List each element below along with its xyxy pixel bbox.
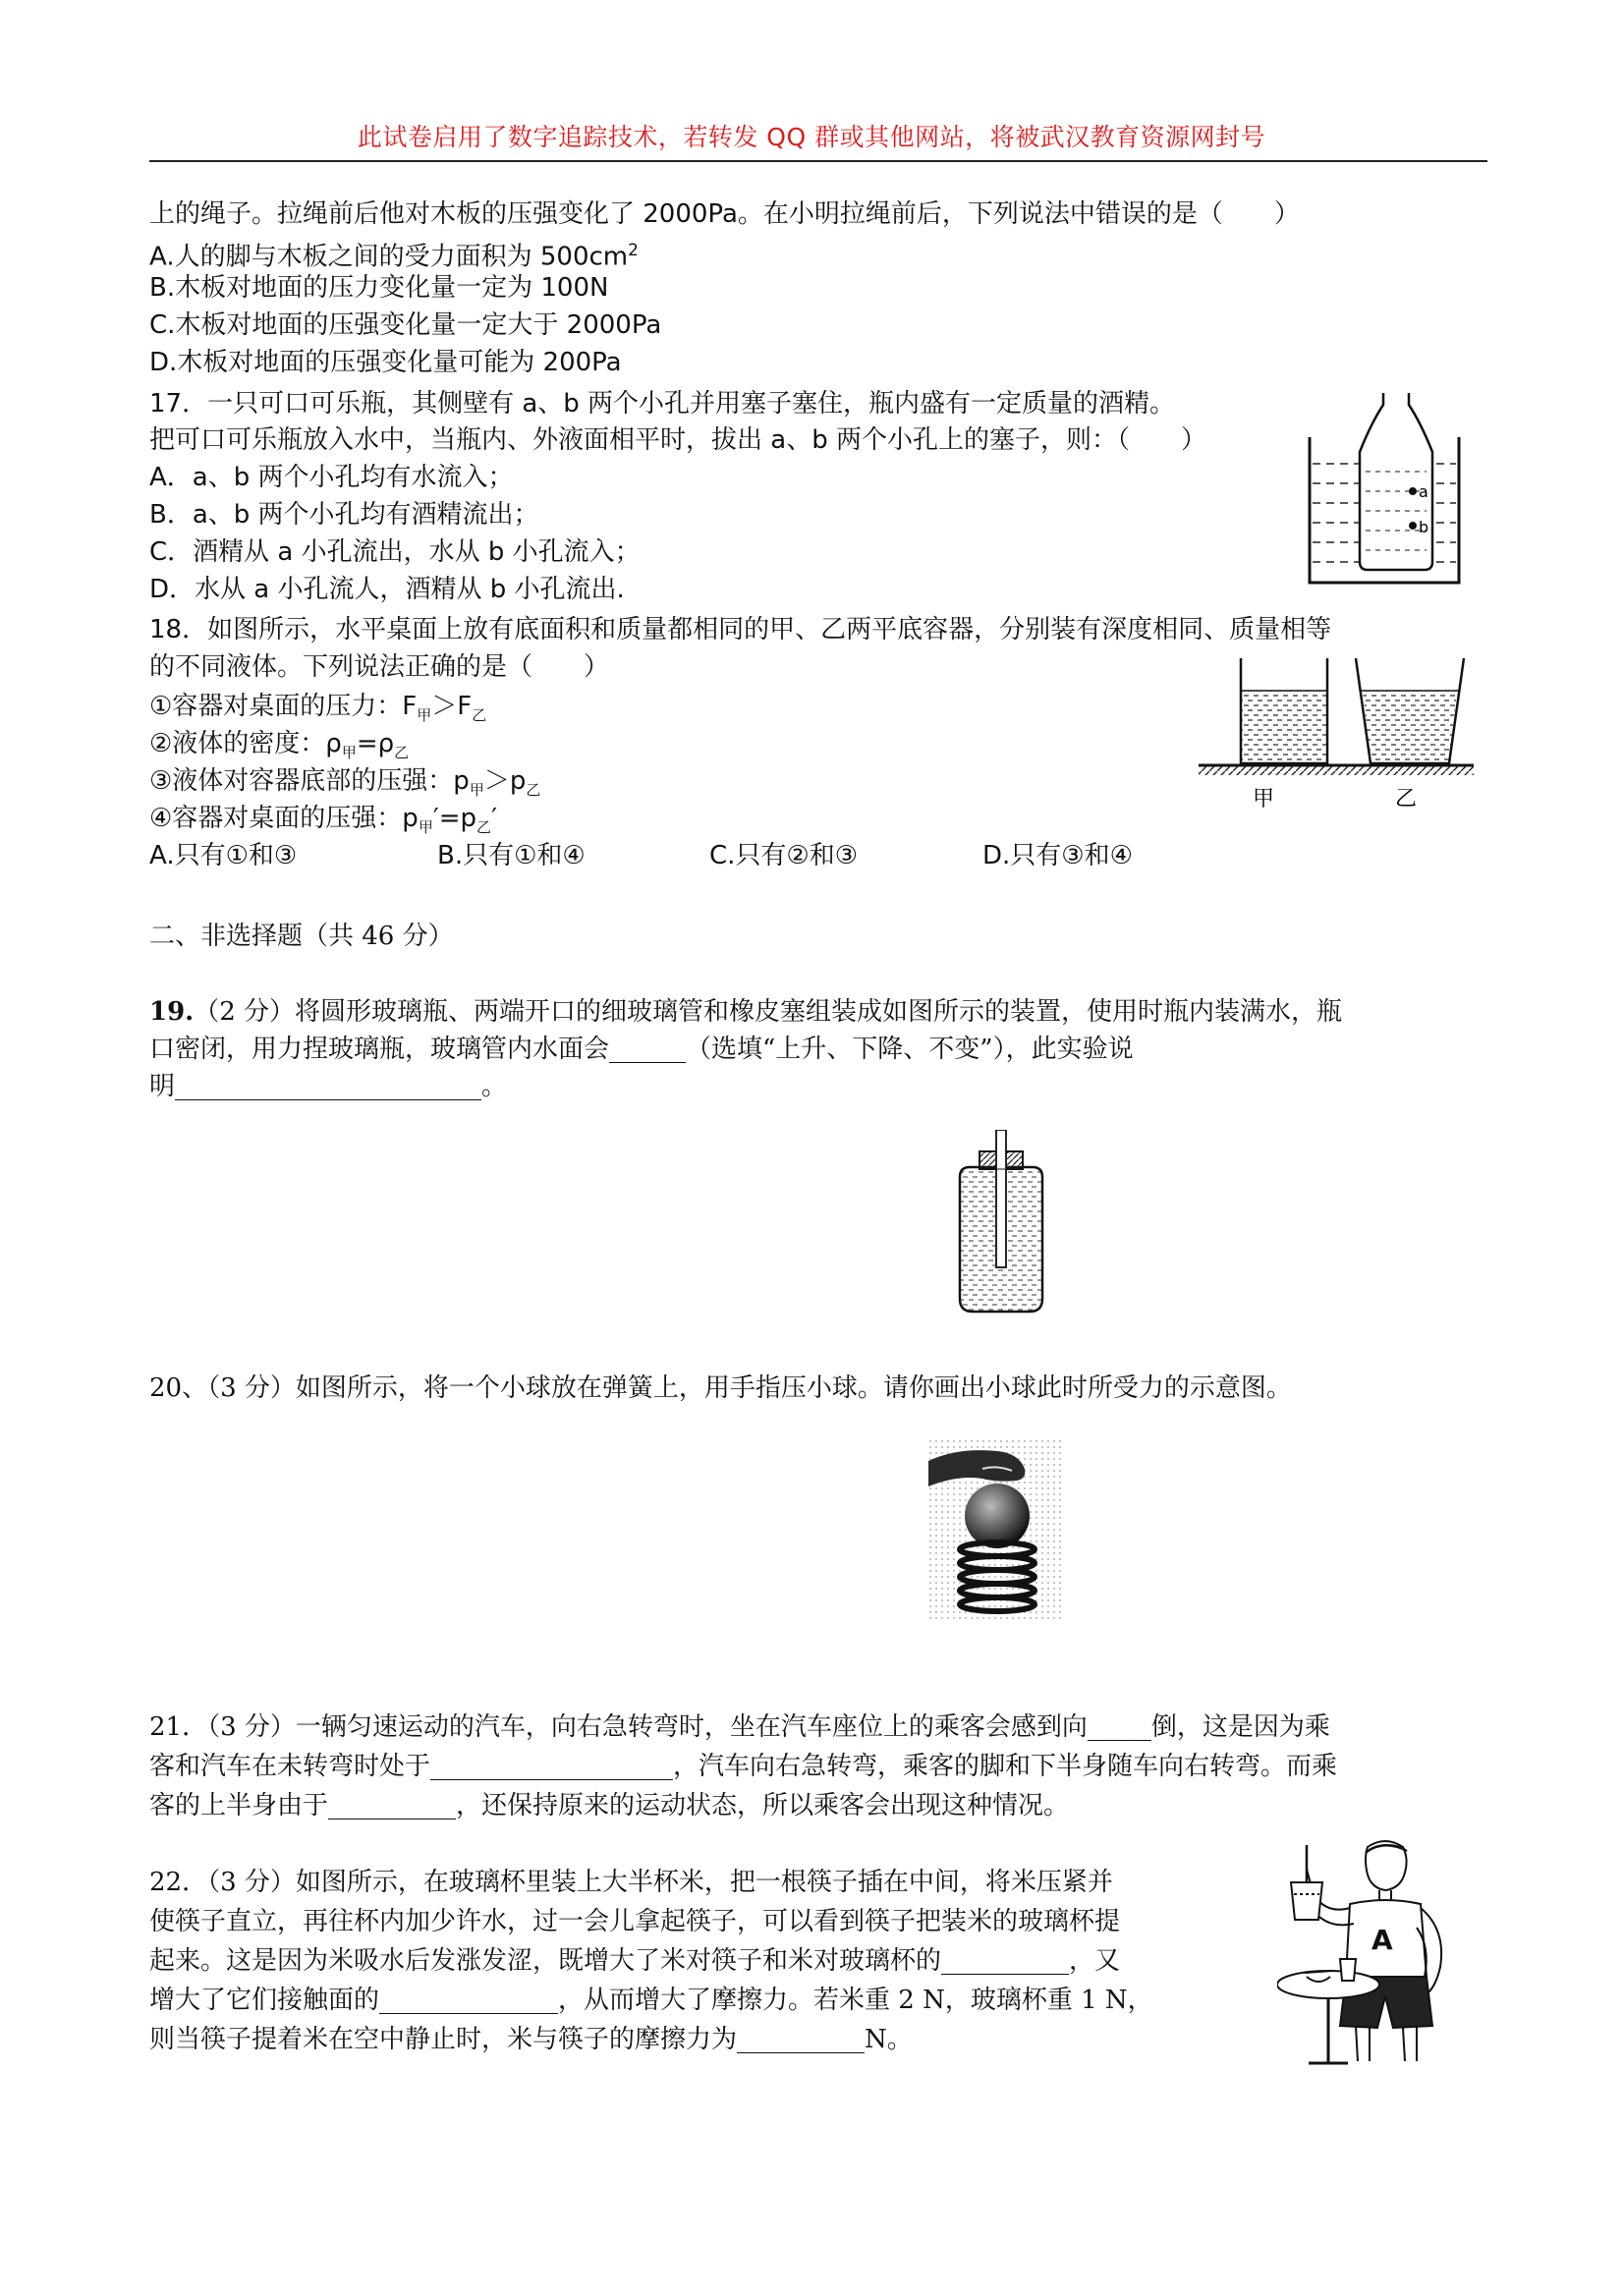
- watermark-notice: 此试卷启用了数字追踪技术，若转发 QQ 群或其他网站，将被武汉教育资源网封号: [357, 123, 1266, 151]
- header-rule: [149, 160, 1487, 162]
- q18-statement-2: ②液体的密度：$\rho_甲=\rho_乙$: [149, 729, 410, 762]
- q22-boy-lifting-cup-figure: [1277, 1839, 1474, 2067]
- q16-stem: 上的绳子。拉绳前后他对木板的压强变化了 2000Pa。在小明拉绳前后，下列说法中错误的是（ ）: [149, 199, 1300, 229]
- q18-option-d: D.只有③和④: [982, 841, 1133, 870]
- q18-line2: 的不同液体。下列说法正确的是（ ）: [149, 652, 610, 682]
- q22-line4: 增大了它们接触面的______________，从而增大了摩擦力。若米重 2 N，玻璃杯重 1 N，: [149, 1986, 1153, 2015]
- q19-line1: 19.（2 分）将圆形玻璃瓶、两端开口的细玻璃管和橡皮塞组装成如图所示的装置，使用时瓶内装满水，瓶: [149, 997, 1343, 1027]
- q16-option-a: A.人的脚与木板之间的受力面积为 $500cm^2$: [149, 241, 639, 272]
- q16-option-d: D.木板对地面的压强变化量可能为 200Pa: [149, 348, 622, 377]
- q22-line2: 使筷子直立，再往杯内加少许水，过一会儿拿起筷子，可以看到筷子把装米的玻璃杯提: [149, 1907, 1121, 1936]
- q22-line1: 22．（3 分）如图所示，在玻璃杯里装上大半杯米，把一根筷子插在中间，将米压紧并: [149, 1868, 1113, 1897]
- q19-line2: 口密闭，用力捏玻璃瓶，玻璃管内水面会______（选填“上升、下降、不变”），此实验说: [149, 1035, 1134, 1064]
- q21-line2: 客和汽车在未转弯时处于___________________，汽车向右急转弯，乘客的脚和下半身随车向右转弯。而乘: [149, 1752, 1338, 1781]
- section-2-heading: 二、非选择题（共 46 分）: [149, 922, 454, 951]
- q21-line1: 21．（3 分）一辆匀速运动的汽车，向右急转弯时，坐在汽车座位上的乘客会感到向_____倒，这是因为乘: [149, 1712, 1330, 1742]
- q19-bottle-tube-figure: [948, 1130, 1056, 1316]
- q22-line5: 则当筷子提着米在空中静止时，米与筷子的摩擦力为__________N。: [149, 2025, 913, 2054]
- q18-statement-4: ④容器对桌面的压强：$p_甲'=p_乙'$: [149, 804, 497, 837]
- q17-option-b: B．a、b 两个小孔均有酒精流出；: [149, 500, 539, 530]
- q16-option-b: B.木板对地面的压力变化量一定为 100N: [149, 273, 609, 303]
- shirt-letter: A: [1371, 1924, 1393, 1956]
- q16-option-c: C.木板对地面的压强变化量一定大于 2000Pa: [149, 310, 662, 340]
- fig-label-a: a: [1419, 482, 1428, 501]
- q18-statement-3: ③液体对容器底部的压强：$p_甲>p_乙$: [149, 766, 541, 800]
- q17-bottle-figure: [1307, 393, 1464, 589]
- fig-label-jia: 甲: [1253, 787, 1275, 812]
- q18-option-a: A.只有①和③: [149, 841, 298, 870]
- fig-label-b: b: [1419, 518, 1429, 536]
- q20-text: 20、（3 分）如图所示，将一个小球放在弹簧上，用手指压小球。请你画出小球此时所受力的示意图。: [149, 1373, 1292, 1403]
- q17-option-d: D．水从 a 小孔流人，酒精从 b 小孔流出.: [149, 575, 625, 604]
- q17-option-a: A．a、b 两个小孔均有水流入；: [149, 463, 514, 492]
- q17-option-c: C．酒精从 a 小孔流出，水从 b 小孔流入；: [149, 537, 641, 567]
- q18-option-c: C.只有②和③: [709, 841, 859, 870]
- q19-line3: 明________________________。: [149, 1072, 508, 1101]
- q18-option-b: B.只有①和④: [437, 841, 586, 870]
- q21-line3: 客的上半身由于__________，还保持原来的运动状态，所以乘客会出现这种情况。: [149, 1791, 1070, 1820]
- q17-line2: 把可口可乐瓶放入水中，当瓶内、外液面相平时，拔出 a、b 两个小孔上的塞子，则：（ ）: [149, 425, 1206, 455]
- q18-statement-1: ①容器对桌面的压力：$F_甲>F_乙$: [149, 692, 487, 725]
- q20-ball-spring-figure: [928, 1439, 1061, 1621]
- q17-line1: 17．一只可口可乐瓶，其侧壁有 a、b 两个小孔并用塞子塞住，瓶内盛有一定质量的酒精。: [149, 389, 1176, 419]
- q18-line1: 18．如图所示，水平桌面上放有底面积和质量都相同的甲、乙两平底容器，分别装有深度相同、质量相等: [149, 615, 1332, 644]
- q18-containers-figure: [1194, 653, 1479, 815]
- fig-label-yi: 乙: [1395, 787, 1418, 812]
- q22-line3: 起来。这是因为米吸水后发涨发涩，既增大了米对筷子和米对玻璃杯的__________，又: [149, 1946, 1121, 1976]
